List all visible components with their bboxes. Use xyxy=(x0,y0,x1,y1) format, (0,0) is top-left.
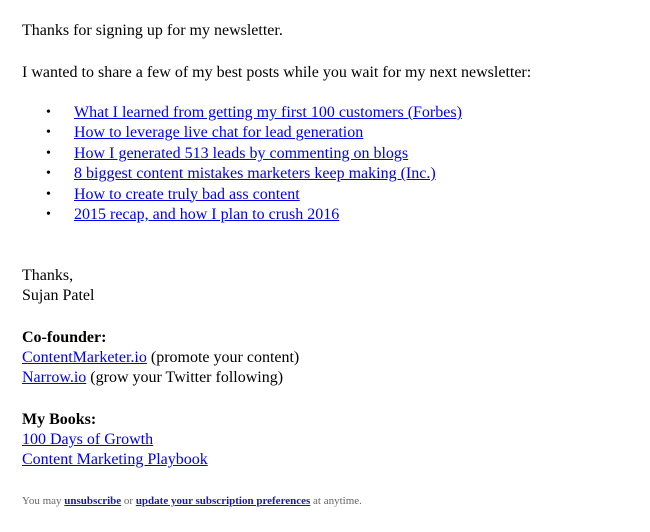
books-section xyxy=(22,410,208,470)
post-link[interactable]: 2015 recap, and how I plan to crush 2016 xyxy=(74,206,340,224)
list-item xyxy=(22,205,462,225)
books-heading: My Books: xyxy=(22,411,97,428)
post-link[interactable]: How to leverage live chat for lead generation xyxy=(74,124,364,142)
cofounder-note: (promote your content) xyxy=(146,349,300,366)
intro-text: Thanks for signing up for my newsletter. xyxy=(22,22,283,39)
post-list xyxy=(22,103,462,225)
unsubscribe-link[interactable]: unsubscribe xyxy=(64,495,122,507)
list-item xyxy=(22,185,462,205)
preferences-link[interactable]: update your subscription preferences xyxy=(135,495,311,507)
bullet-icon: • xyxy=(46,145,51,161)
signoff-thanks: Thanks, xyxy=(22,267,74,284)
bullet-icon: • xyxy=(46,125,51,141)
list-item xyxy=(22,144,462,164)
list-item xyxy=(22,103,462,123)
post-link[interactable]: How to create truly bad ass content xyxy=(74,185,300,203)
bullet-icon: • xyxy=(46,207,51,223)
cofounder-heading: Co-founder: xyxy=(22,329,107,346)
book-link-100-days[interactable]: 100 Days of Growth xyxy=(22,431,154,448)
bullet-icon: • xyxy=(46,186,51,202)
post-link[interactable]: What I learned from getting my first 100 customers (Forbes) xyxy=(74,104,462,121)
footer-suffix: at anytime. xyxy=(310,495,362,507)
list-item xyxy=(22,123,462,143)
book-link-playbook[interactable]: Content Marketing Playbook xyxy=(22,451,208,468)
book-item xyxy=(22,450,208,470)
cofounder-item xyxy=(22,348,299,368)
bullet-icon: • xyxy=(46,166,51,182)
contentmarketer-link[interactable]: ContentMarketer.io xyxy=(22,349,147,366)
footer xyxy=(22,494,362,508)
cofounder-section xyxy=(22,328,299,388)
signoff xyxy=(22,266,94,306)
book-item xyxy=(22,430,208,450)
cofounder-note: (grow your Twitter following) xyxy=(86,369,284,386)
share-text: I wanted to share a few of my best posts while you wait for my next newsletter: xyxy=(22,64,532,81)
list-item xyxy=(22,164,462,184)
footer-or: or xyxy=(121,495,136,507)
footer-prefix: You may xyxy=(22,495,65,507)
post-link[interactable]: How I generated 513 leads by commenting on blogs xyxy=(74,144,409,162)
signoff-name: Sujan Patel xyxy=(22,287,95,304)
bullet-icon: • xyxy=(46,105,51,120)
cofounder-item xyxy=(22,368,299,388)
narrow-link[interactable]: Narrow.io xyxy=(22,369,87,386)
post-link[interactable]: 8 biggest content mistakes marketers keep making (Inc.) xyxy=(74,165,436,183)
